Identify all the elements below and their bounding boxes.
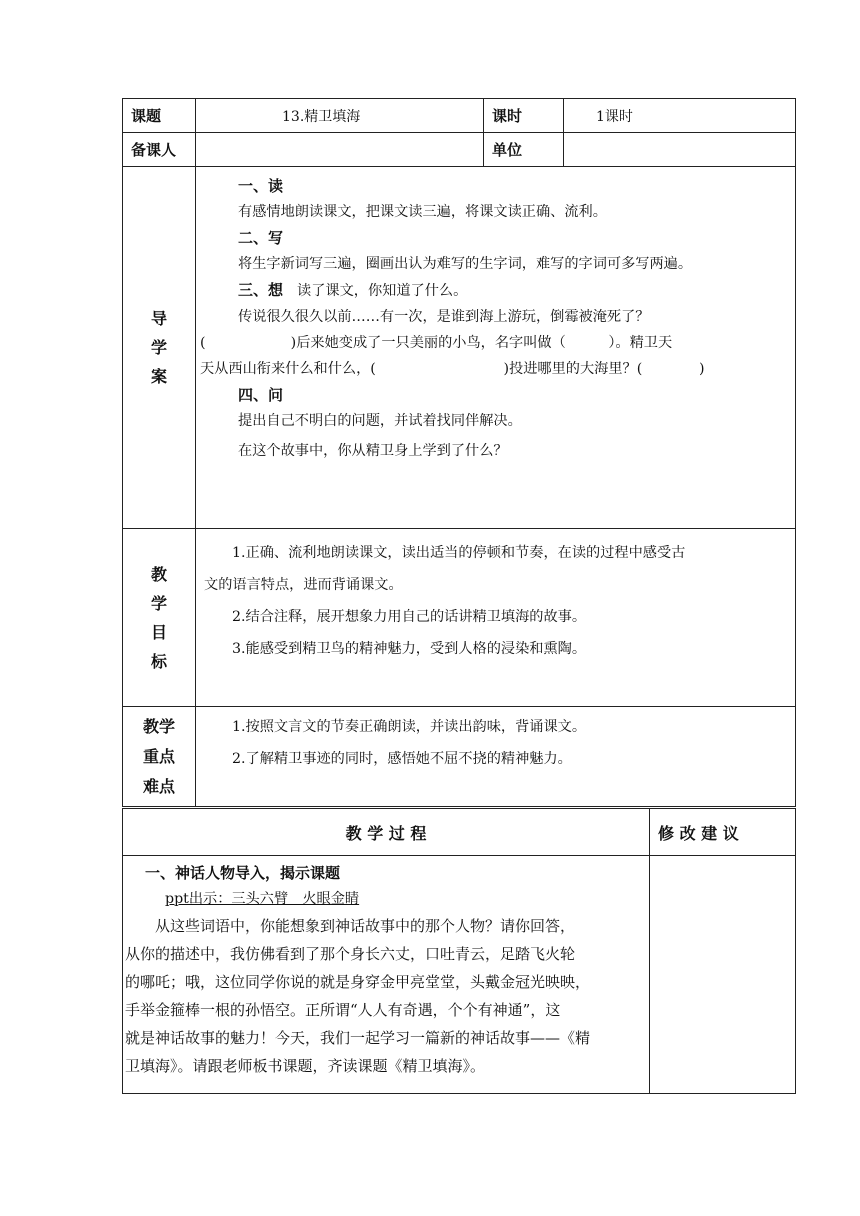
think-line: 传说很久很久以前……有一次，是谁到海上游玩，倒霉被淹死了？ (238, 309, 650, 325)
goal-item: 2.结合注释，展开想象力用自己的话讲精卫填海的故事。 (232, 609, 587, 625)
section-think-title: 三、想 (238, 281, 284, 299)
preparer-label: 备课人 (123, 133, 196, 167)
goals-label-char: 教 (150, 564, 167, 584)
process-title: 教 学 过 程 (345, 823, 427, 843)
goals-label (123, 529, 196, 707)
process-body-row (123, 856, 796, 1094)
key-item: 2.了解精卫事迹的同时，感悟她不屈不挠的精神魅力。 (232, 751, 572, 767)
suggest-content (650, 856, 796, 1094)
key-label-line: 难点 (142, 776, 175, 796)
unit-label: 单位 (484, 133, 564, 167)
goals-content (196, 529, 796, 707)
period-label: 课时 (484, 99, 564, 133)
section-read-title: 一、读 (238, 177, 284, 195)
goals-label-char: 学 (150, 593, 167, 613)
paragraph-line: 就是神话故事的魅力！今天，我们一起学习一篇新的神话故事——《精 (125, 1029, 591, 1047)
suggest-title: 修 改 建 议 (658, 823, 739, 843)
key-item: 1.按照文言文的节奏正确朗读，并读出韵味，背诵课文。 (232, 719, 587, 735)
unit-value (564, 133, 796, 167)
preparer-value (196, 133, 484, 167)
topic-row (123, 99, 796, 133)
section-read-text: 有感情地朗读课文，把课文读三遍，将课文读正确、流利。 (238, 204, 607, 220)
section-ask-title: 四、问 (238, 386, 284, 404)
goals-label-char: 目 (150, 622, 167, 642)
key-row (123, 707, 796, 807)
period-value: 1课时 (564, 99, 796, 133)
paragraph-line: 从你的描述中，我仿佛看到了那个身长六丈，口吐青云，足踏飞火轮 (125, 945, 576, 963)
key-label-line: 重点 (142, 746, 175, 766)
guide-label-char: 导 (150, 309, 167, 328)
section-write-title: 二、写 (238, 229, 284, 247)
goal-item: 文的语言特点，进而背诵课文。 (204, 577, 403, 593)
goal-item: 1.正确、流利地朗读课文，读出适当的停顿和节奏，在读的过程中感受古 (232, 545, 686, 561)
topic-label: 课题 (123, 99, 196, 133)
section-think (196, 277, 795, 304)
key-label-line: 教学 (142, 716, 175, 736)
goal-item: 3.能感受到精卫鸟的精神魅力，受到人格的浸染和熏陶。 (232, 641, 587, 657)
suggest-title-cell (650, 809, 796, 856)
guide-row (123, 167, 796, 529)
process-title-cell (123, 809, 650, 856)
section-ask-text: 提出自己不明白的问题，并试着找同伴解决。 (238, 413, 522, 429)
guide-label-char: 案 (150, 367, 167, 386)
think-line: 天从西山衔来什么和什么，( )投进哪里的大海里？( ) (200, 361, 705, 377)
process-header-row (123, 809, 796, 856)
paragraph-line: 的哪吒；哦，这位同学你说的就是身穿金甲亮堂堂，头戴金冠光映映， (125, 973, 591, 991)
guide-label-char: 学 (150, 338, 167, 357)
ppt-note: ppt出示：三头六臂 火眼金睛 (165, 891, 360, 907)
section-think-text: 读了课文，你知道了什么。 (297, 283, 468, 299)
key-label (123, 707, 196, 807)
think-line: ( )后来她变成了一只美丽的小鸟，名字叫做（ ）。精卫天 (200, 335, 673, 351)
section-ask-question: 在这个故事中，你从精卫身上学到了什么？ (238, 443, 508, 459)
topic-value: 13.精卫填海 (196, 99, 484, 133)
process-table (122, 808, 796, 1094)
section-write-text: 将生字新词写三遍，圈画出认为难写的生字词，难写的字词可多写两遍。 (238, 256, 693, 272)
paragraph-line: 卫填海》。请跟老师板书课题，齐读课题《精卫填海》。 (125, 1057, 486, 1075)
paragraph-line: 从这些词语中，你能想象到神话故事中的那个人物？请你回答， (155, 917, 576, 935)
intro-paragraph (125, 912, 647, 1080)
guide-label (123, 167, 196, 529)
preparer-row (123, 133, 796, 167)
lesson-info-table (122, 98, 796, 807)
guide-content (196, 167, 796, 529)
key-content (196, 707, 796, 807)
process-content (123, 856, 650, 1094)
paragraph-line: 手举金箍棒一根的孙悟空。正所谓“人人有奇遇，个个有神通”，这 (125, 1001, 561, 1019)
goals-label-char: 标 (150, 651, 167, 671)
goals-row (123, 529, 796, 707)
section-intro-title: 一、神话人物导入，揭示课题 (145, 864, 341, 882)
